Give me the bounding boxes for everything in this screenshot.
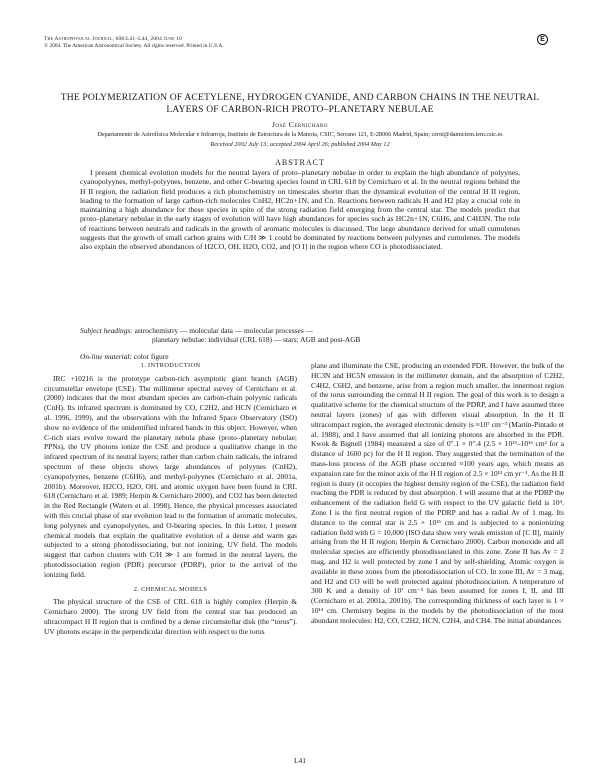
abstract-heading: ABSTRACT: [275, 158, 325, 167]
section-heading-chemical-models: 2. CHEMICAL MODELS: [133, 585, 208, 593]
right-column-paragraph: plane and illuminate the CSE, producing an extended PDR. However, the bulk of the HC3N and HC5N emission in the millimeter domain, and the absorption of C2H2, C4H2, C6H2, and benzene, arise from a region much smaller, the innermost region of the torus surrounding the central H II region. The goal of this work is to design a qualitative scheme for the chemical structure of the PDRP, and I have assumed three neutral layers (zones) of gas with different visual absorption. In the H II ultracompact region, the averaged electronic density is ≈10⁷ cm⁻³ (Martín-Pintado et al. 1988), and I have assumed that all ionizing photons are absorbed in the PDR. Kwok & Bignell (1984) measured a size of 0″.1 × 0″.4 (2.5 × 10¹⁵–10¹⁶ cm² for a distance of 1600 pc) for the H II region. They suggested that the termination of the mass-loss process of the AGB phase occurred ≈100 years ago, which means an expansion rate for the minor axis of the H II region of 2.5 × 10¹³ cm yr⁻¹. As the H II region is dusty (it occupies the highest density region of the CSE), the radiation field reaching the PDR is reduced by dust absorption. I will assume that at the PDRP the enhancement of the radiation field G with respect to the UV galactic field is 10⁴. Zone I is the first neutral region of the PDRP and has a radial Av of 1 mag. Its distance to the central star is 2.5 × 10¹⁵ cm and is subjected to a nonionizing radiation field with G = 10,000 (ISO data show very weak emission of [C II], mainly arising from the H II region; Herpin & Cernicharo 2000). Carbon monoxide and all molecular species are efficiently photodissociated in this zone. Zone II has Av = 2 mag, and H2 is well protected by zone I and by self-shielding. Atomic oxygen is available in these zones from the photodissociation of CO. In zone III, Av = 3 mag, and H2 and CO will be well protected against photodissociation. A temperature of 300 K and a density of 10⁷ cm⁻³ has been assumed for zones I, II, and III (Cernicharo et al. 2001a, 2001b). The corresponding thickness of each layer is 1 × 10¹⁴ cm. Chemistry begins in the models by the photodissociation of the most abundant molecules: H2, CO, C2H2, HCN, C2H4, and CH4. The initial abundances: [311, 361, 564, 625]
online-material: [80, 352, 520, 361]
received-dates: Received 2002 July 13; accepted 2004 April 26; published 2004 May 12: [210, 141, 390, 148]
online-material-label: On-line material:: [80, 352, 132, 361]
paper-title: THE POLYMERIZATION OF ACETYLENE, HYDROGEN CYANIDE, AND CARBON CHAINS IN THE NEUTRAL LAYERS OF CARBON-RICH PROTO–PLANETARY NEBULAE: [60, 92, 540, 115]
subject-headings: [80, 326, 520, 345]
journal-line: The Astrophysical Journal, 608:L41–L44, 2004 June 10: [44, 36, 183, 42]
chemical-models-paragraph: The physical structure of the CSE of CRL 618 is highly complex (Herpin & Cernicharo 2000). The strong UV field from the central star has produced an ultracompact H II region that is confined by a dense circumstellar disk (the “torus”). UV photons escape in the perpendicular direction with respect to the torus: [44, 597, 297, 636]
page-number: L41: [293, 756, 307, 765]
electronic-edition-logo: E: [537, 34, 548, 45]
online-material-value: color figure: [133, 352, 169, 361]
subject-headings-line1: astrochemistry — molecular data — molecular processes —: [134, 326, 313, 335]
author-affiliation: Departamento de Astrofísica Molecular e Infrarroja, Instituto de Estructura de la Materia, CSIC, Serrano 121, E-28006 Madrid, Spain; cerni@damiciem.iem.csic.es: [97, 131, 503, 138]
journal-header: [44, 36, 224, 50]
subject-headings-label: Subject headings:: [80, 326, 133, 335]
abstract-text: I present chemical evolution models for the neutral layers of proto–planetary nebulae in order to explain the high abundance of polyynes, cyanopolyynes, methyl-polyynes, benzene, and other C-bearing species found in CRL 618 by Cernicharo et al. In the neutral regions behind the H II region, the radiation field produces a rich photochemistry on timescales shorter than the dynamical evolution of the central H II region, leading to the formation of large carbon-rich molecules CnH2, HC2n+1N, and Cn. Reactions between radicals H and H2 play a crucial role in maintaining a high abundance for these species in spite of the strong radiation field emerging from the central star. The models predict that proto–planetary nebulae in the early stages of evolution will have high abundances for species such as HC2n+1N, C6H6, and C4H3N. The role of reactions between neutrals and radicals in the growth of aromatic molecules is discussed. The large abundance derived for small cumulenes suggests that the growth of small carbon grains with C/H ≫ 1 could be dominated by reactions between polyynes and cumulenes. The models also explain the observed abundances of H2CO, OH, H2O, CO2, and [O I] in the region where CO is photodissociated.: [80, 168, 520, 252]
right-column: [311, 361, 564, 626]
left-column: [44, 361, 297, 637]
introduction-paragraph: IRC +10216 is the prototype carbon-rich asymptotic giant branch (AGB) circumstellar envelope (CSE). The millimeter spectral survey of Cernicharo et al. (2000) indicates that the most abundant species are carbon-chain polyynic radicals (CnH). Its infrared spectrum is dominated by CO, C2H2, and HCN (Cernicharo et al. 1996, 1999), and the observations with the Infrared Space Observatory (ISO) show no evidence of the unidentified infrared bands in this object. However, when C-rich stars evolve toward the planetary nebula phase (proto–planetary nebulae; PPNs), the UV photons ionize the CSE and produce a qualitative change in the infrared spectrum of its neutral layers; rather than carbon chain radicals, the infrared spectrum of these objects shows large abundances of polyynes (CnH2), cyanopolyynes, benzene (C6H6), and methyl-polyynes (Cernicharo et al. 2001a, 2001b). Moreover, H2CO, H2O, OH, and atomic oxygen have been found in CRL 618 (Cernicharo et al. 1989; Herpin & Cernicharo 2000), and CO2 has been detected in the Red Rectangle (Waters et al. 1998). Hence, the physical processes associated with this crucial phase of star evolution lead to the formation of aromatic molecules, long polyynes and cyanopolyynes, and O-bearing species. In this Letter, I present chemical models that explain the qualitative evolution of a dense and warm gas subjected to a strong photodissociating, but not ionizing, UV field. The models suggest that carbon clusters with C/H ≫ 1 are formed in the neutral layers, the photodissociation region (PDR) precursor (PDRP), prior to the arrival of the ionizing field.: [44, 373, 297, 579]
section-heading-introduction: 1. INTRODUCTION: [140, 362, 201, 369]
subject-headings-line2: planetary nebulae: individual (CRL 618) — stars: AGB and post-AGB: [152, 335, 361, 345]
author-name: José Cernicharo: [271, 120, 329, 129]
copyright-line: © 2004. The American Astronomical Society. All rights reserved. Printed in U.S.A.: [44, 43, 224, 49]
